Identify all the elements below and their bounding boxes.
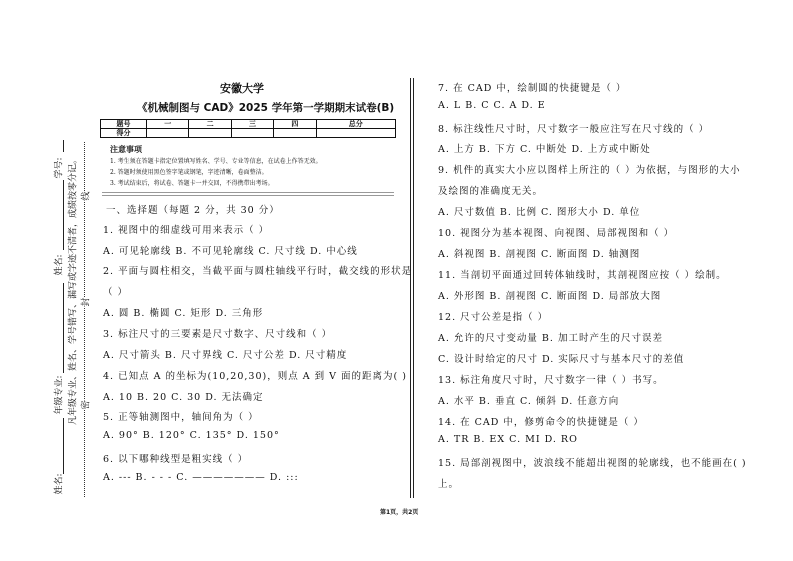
column-divider [410, 78, 411, 498]
answer-options: A. 10 B. 20 C. 30 D. 无法确定 [103, 392, 264, 403]
note-item: 3. 考试结束后，将试卷、答题卡一并交回，不得携带出考场。 [110, 180, 274, 187]
major-label: 年级专业: [54, 375, 65, 415]
score-header-cell: 二 [189, 120, 231, 129]
answer-options: A. TR B. EX C. MI D. RO [438, 434, 578, 445]
score-table [100, 119, 396, 138]
question-text: 14. 在 CAD 中，修剪命令的快捷键是（ ） [438, 417, 644, 428]
question-text: 11. 当剖切平面通过回转体轴线时，其剖视图应按（ ）绘制。 [438, 270, 727, 281]
note-item: 2. 答题时须使用黑色签字笔或钢笔，字迹清晰，卷面整洁。 [110, 169, 268, 176]
score-row-label: 得分 [101, 129, 147, 138]
score-header-cell: 题号 [101, 120, 147, 129]
student-id-label: 学号: [54, 157, 65, 179]
question-text: 6. 以下哪种线型是粗实线（ ） [103, 454, 249, 465]
score-header-cell: 四 [274, 120, 316, 129]
answer-options: A. 可见轮廓线 B. 不可见轮廓线 C. 尺寸线 D. 中心线 [103, 246, 358, 257]
question-text: 及绘图的准确度无关。 [438, 186, 544, 197]
binding-warning: 凡年级专业、姓名、学号错写、漏写或字迹不清者，成绩按零分记。 [68, 154, 79, 426]
header-divider [102, 192, 394, 196]
bottom-field[interactable] [63, 418, 64, 474]
answer-options: A. 尺寸数值 B. 比例 C. 图形大小 D. 单位 [438, 207, 641, 218]
student-id-field[interactable] [63, 140, 64, 152]
answer-options: A. 斜视图 B. 剖视图 C. 断面图 D. 轴测图 [438, 249, 641, 260]
seal-char: 封 [79, 297, 92, 306]
question-text: 12. 尺寸公差是指（ ） [438, 312, 549, 323]
score-table-header-row [101, 120, 396, 129]
score-header-cell: 总分 [316, 120, 396, 129]
name-label: 姓名: [54, 254, 65, 276]
seal-char: 线 [79, 191, 92, 200]
answer-options: A. L B. C C. A D. E [438, 100, 546, 111]
answer-options: A. 上方 B. 下方 C. 中断处 D. 上方或中断处 [438, 144, 651, 155]
question-text: 2. 平面与圆柱相交，当截平面与圆柱轴线平行时，截交线的形状是 [103, 266, 413, 277]
score-table-row [101, 129, 396, 138]
question-text: 上。 [438, 479, 460, 490]
question-text: （ ） [103, 287, 129, 298]
answer-options: A. 尺寸箭头 B. 尺寸界线 C. 尺寸公差 D. 尺寸精度 [103, 350, 348, 361]
column-divider [413, 78, 414, 498]
question-text: 1. 视图中的细虚线可用来表示（ ） [103, 225, 270, 236]
answer-options: A. 圆 B. 椭圆 C. 矩形 D. 三角形 [103, 308, 264, 319]
score-header-cell: 一 [147, 120, 189, 129]
score-cell[interactable] [231, 129, 273, 138]
page-footer: 第1页，共2页 [380, 509, 419, 516]
section-heading: 一、选择题（每题 2 分，共 30 分） [106, 205, 280, 216]
university-name: 安徽大学 [220, 82, 264, 95]
score-cell[interactable] [147, 129, 189, 138]
score-cell[interactable] [316, 129, 396, 138]
question-text: 8. 标注线性尺寸时，尺寸数字一般应注写在尺寸线的（ ） [438, 124, 710, 135]
question-text: 5. 正等轴测图中，轴间角为（ ） [103, 412, 259, 423]
bottom-label: 姓名: [54, 473, 65, 495]
question-text: 7. 在 CAD 中，绘制圆的快捷键是（ ） [438, 83, 627, 94]
score-cell[interactable] [189, 129, 231, 138]
question-text: 9. 机件的真实大小应以图样上所注的（ ）为依据，与图形的大小 [438, 165, 741, 176]
question-text: 4. 已知点 A 的坐标为(10,20,30)，则点 A 到 V 面的距离为( ) [103, 371, 407, 382]
answer-options: A. 外形图 B. 剖视图 C. 断面图 D. 局部放大图 [438, 291, 662, 302]
answer-options: A. 允许的尺寸变动量 B. 加工时产生的尺寸误差 [438, 333, 663, 344]
note-item: 1. 考生须在答题卡指定位置填写姓名、学号、专业等信息，在试卷上作答无效。 [110, 158, 322, 165]
score-cell[interactable] [274, 129, 316, 138]
question-text: 13. 标注角度尺寸时，尺寸数字一律（ ）书写。 [438, 375, 664, 386]
name-field[interactable] [63, 180, 64, 250]
question-text: 3. 标注尺寸的三要素是尺寸数字、尺寸线和（ ） [103, 329, 333, 340]
notes-title: 注意事项 [110, 145, 142, 154]
answer-options: A. 水平 B. 垂直 C. 倾斜 D. 任意方向 [438, 396, 620, 407]
seal-char: 密 [79, 400, 92, 409]
answer-options: A. 90° B. 120° C. 135° D. 150° [103, 430, 280, 441]
exam-title: 《机械制图与 CAD》2025 学年第一学期期末试卷(B) [137, 102, 395, 114]
answer-options: A. --- B. - - - C. ——————— D. ::: [103, 472, 299, 483]
question-text: 15. 局部剖视图中，波浪线不能超出视图的轮廓线，也不能画在( ) [438, 458, 747, 469]
answer-options: C. 设计时给定的尺寸 D. 实际尺寸与基本尺寸的差值 [438, 354, 685, 365]
question-text: 10. 视图分为基本视图、向视图、局部视图和（ ） [438, 228, 675, 239]
score-header-cell: 三 [231, 120, 273, 129]
major-field[interactable] [63, 283, 64, 373]
